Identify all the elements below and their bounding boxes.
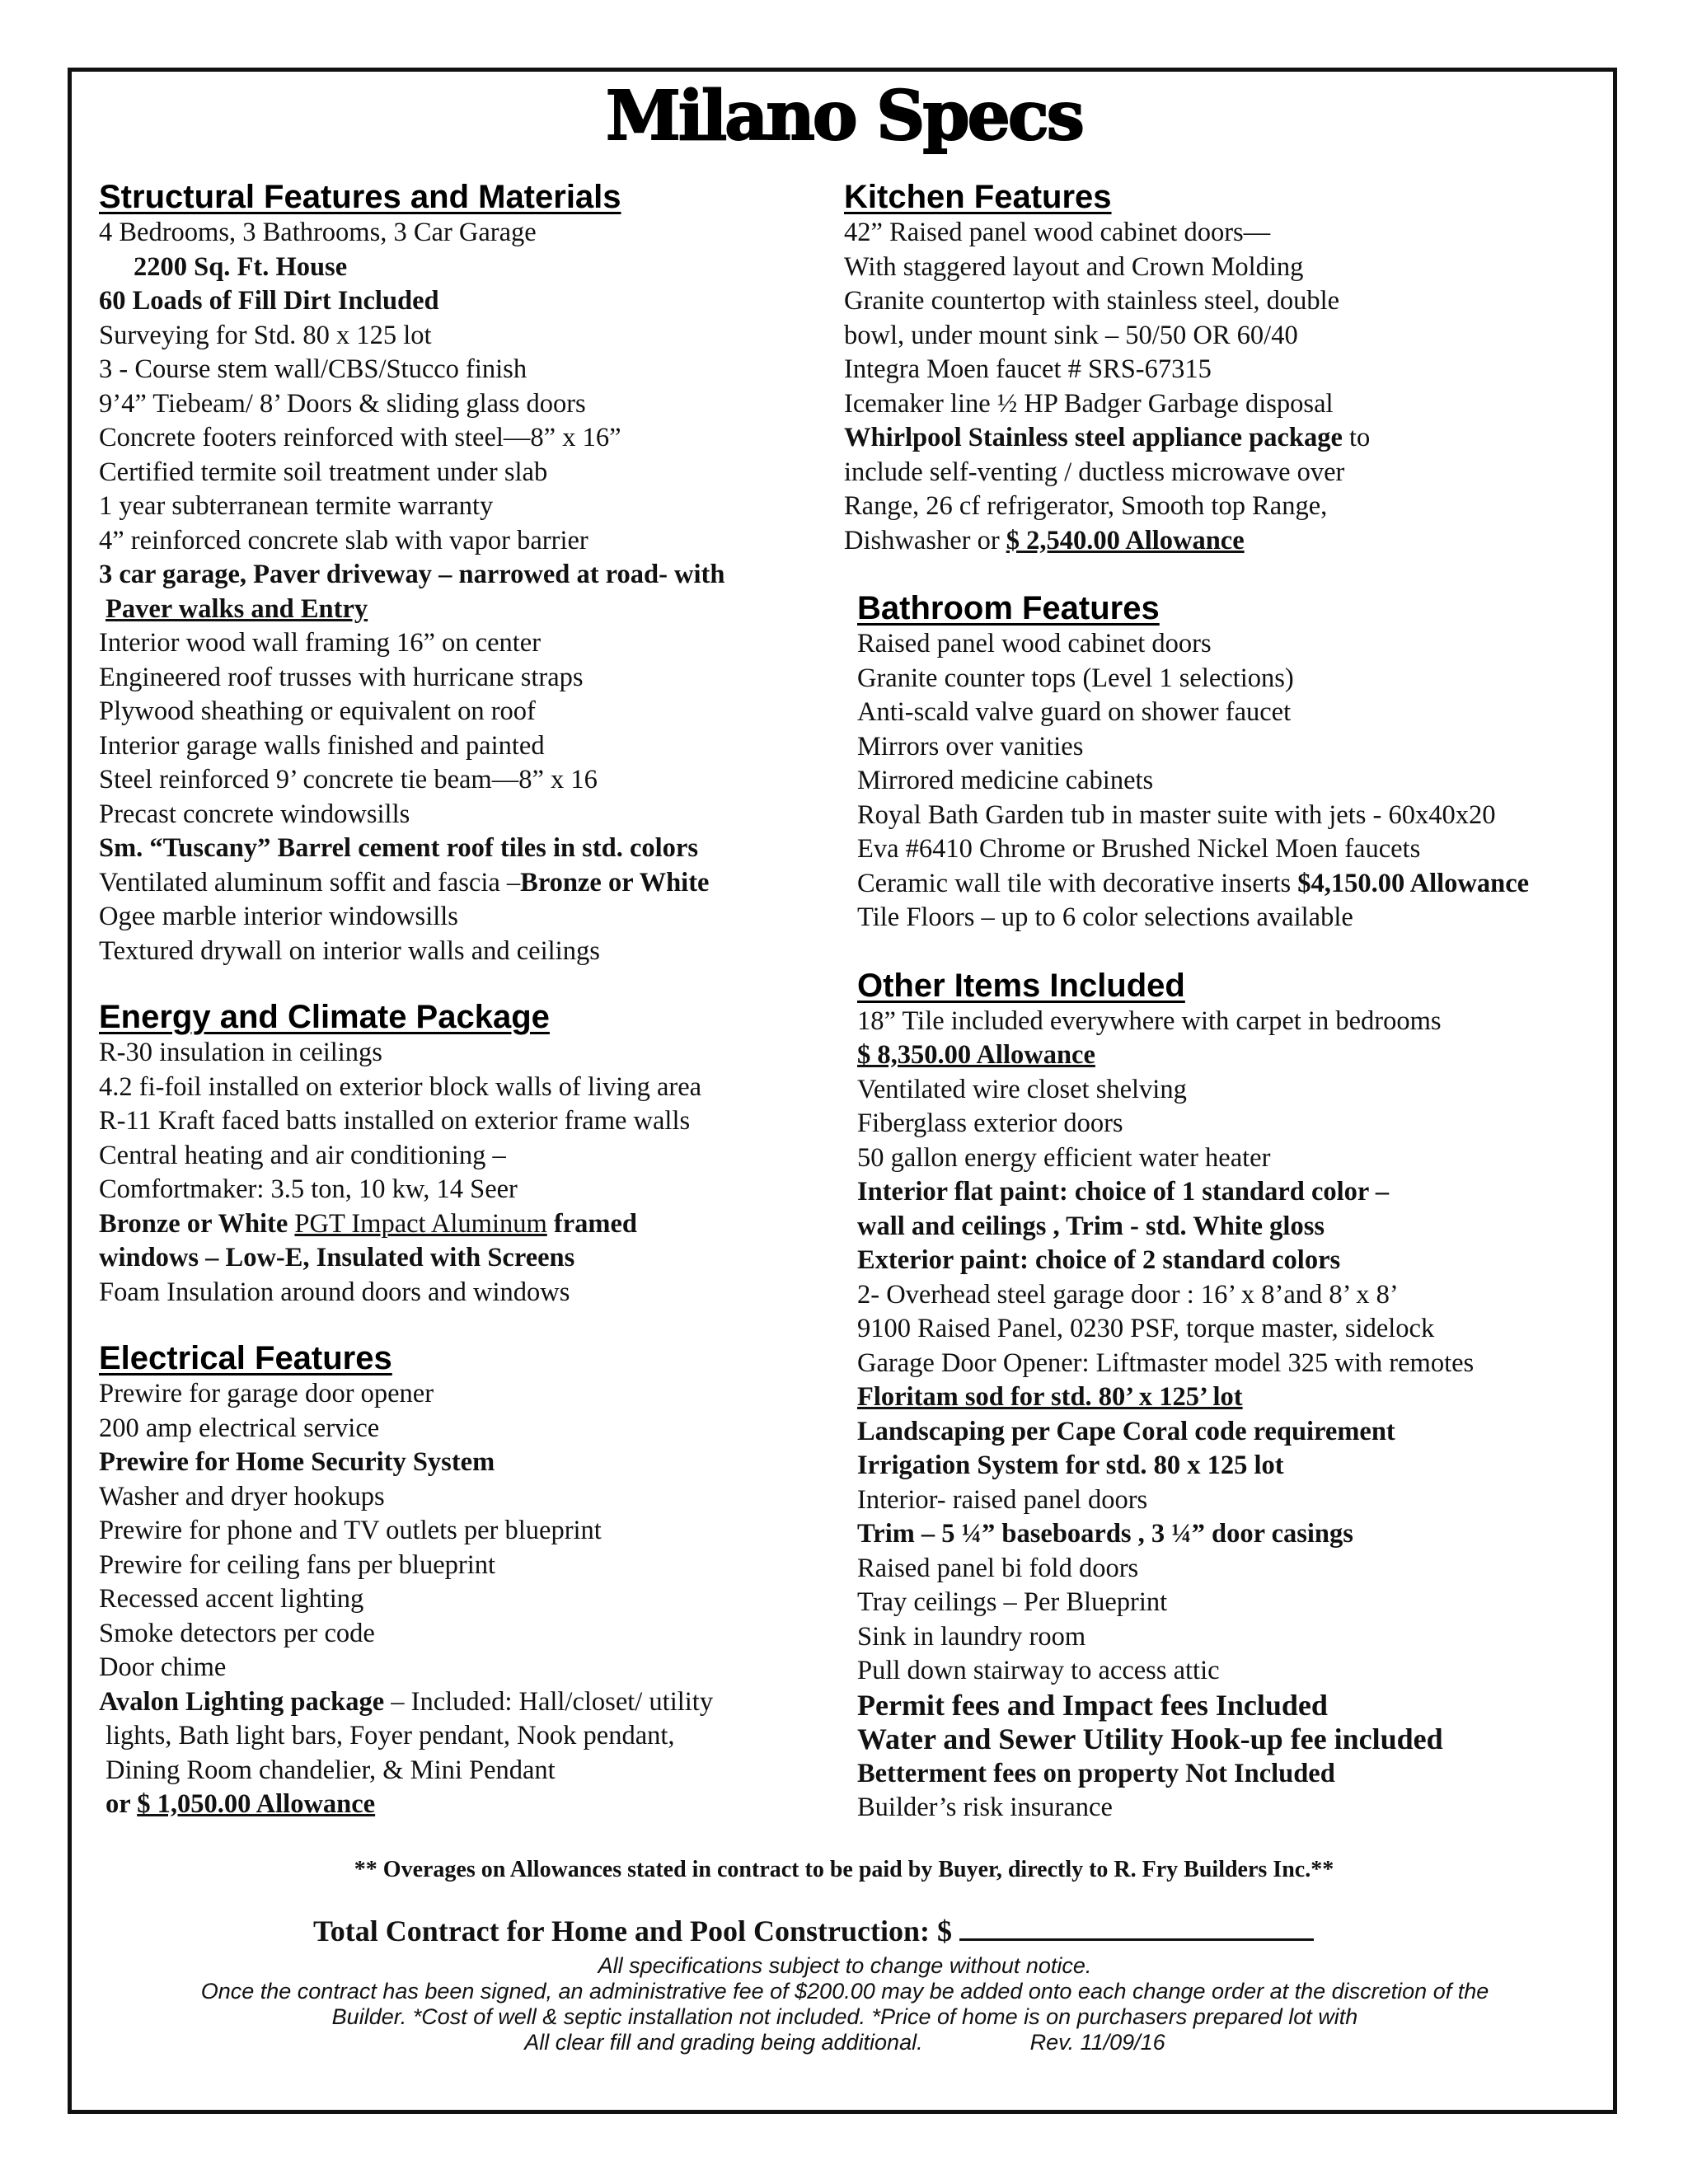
spec-line: Comfortmaker: 3.5 ton, 10 kw, 14 Seer xyxy=(99,1174,518,1204)
spec-line: 50 gallon energy efficient water heater xyxy=(857,1142,1271,1173)
spec-line: 18” Tile included everywhere with carpet in bedrooms xyxy=(857,1005,1442,1036)
spec-text-bold: Whirlpool Stainless steel appliance package xyxy=(844,423,1343,452)
spec-line: Ventilated wire closet shelving xyxy=(857,1074,1187,1104)
spec-line: Interior garage walls finished and painted xyxy=(99,730,545,761)
total-contract-line xyxy=(313,1914,1314,1948)
spec-line: Surveying for Std. 80 x 125 lot xyxy=(99,320,432,350)
spec-line: Sm. “Tuscany” Barrel cement roof tiles in std. colors xyxy=(99,833,698,863)
spec-line xyxy=(99,866,724,901)
spec-line: wall and ceilings , Trim - std. White gloss xyxy=(857,1211,1325,1241)
electrical-section xyxy=(99,1339,724,1822)
spec-line: Exterior paint: choice of 2 standard colors xyxy=(857,1245,1341,1275)
spec-line: Sink in laundry room xyxy=(857,1621,1086,1652)
other-items-heading: Other Items Included xyxy=(857,967,1185,1004)
spec-line: Interior- raised panel doors xyxy=(857,1484,1148,1515)
spec-line: bowl, under mount sink – 50/50 OR 60/40 xyxy=(844,320,1298,350)
spec-line: Royal Bath Garden tub in master suite with jets - 60x40x20 xyxy=(857,799,1496,830)
disclaimer-line: Builder. *Cost of well & septic installation not included. *Price of home is on purchasers prepared lot with xyxy=(331,2004,1358,2029)
spec-line: Eva #6410 Chrome or Brushed Nickel Moen faucets xyxy=(857,834,1421,864)
spec-text-underlined: PGT Impact Aluminum xyxy=(294,1208,547,1239)
spec-line: Precast concrete windowsills xyxy=(99,799,410,829)
spec-line: Water and Sewer Utility Hook-up fee included xyxy=(857,1722,1443,1755)
spec-line: Icemaker line ½ HP Badger Garbage disposal xyxy=(844,388,1334,419)
spec-line: Steel reinforced 9’ concrete tie beam—8” x 16 xyxy=(99,765,598,794)
overages-note: ** Overages on Allowances stated in contract to be paid by Buyer, directly to R. Fry Builders Inc.** xyxy=(354,1857,1334,1882)
spec-line: Raised panel wood cabinet doors xyxy=(857,629,1212,658)
revision-date: Rev. 11/09/16 xyxy=(1029,2030,1165,2055)
spec-line: 2- Overhead steel garage door : 16’ x 8’and 8’ x 8’ xyxy=(857,1279,1399,1310)
right-column xyxy=(844,178,1529,1825)
spec-line: Prewire for Home Security System xyxy=(99,1447,495,1477)
spec-line: Door chime xyxy=(99,1652,227,1682)
disclaimer xyxy=(99,1953,1591,2055)
spec-line: Certified termite soil treatment under slab xyxy=(99,457,548,487)
electrical-heading: Electrical Features xyxy=(99,1340,392,1376)
spec-line: Irrigation System for std. 80 x 125 lot xyxy=(857,1451,1284,1480)
spec-text-bold: Avalon Lighting package xyxy=(99,1686,385,1717)
spec-line: Tile Floors – up to 6 color selections available xyxy=(857,902,1353,932)
spec-line: R-30 insulation in ceilings xyxy=(99,1038,382,1067)
bathroom-heading: Bathroom Features xyxy=(857,590,1160,626)
spec-line xyxy=(99,1207,724,1242)
spec-line: 200 amp electrical service xyxy=(99,1413,380,1443)
spec-text: Ventilated aluminum soffit and fascia – xyxy=(99,867,521,898)
spec-text-bold: Bronze or White xyxy=(520,867,710,898)
spec-line: Prewire for garage door opener xyxy=(99,1379,434,1408)
spec-line: Builder’s risk insurance xyxy=(857,1793,1113,1822)
spec-line: Ogee marble interior windowsills xyxy=(99,902,458,931)
spec-text: framed xyxy=(546,1208,637,1239)
spec-line: Mirrored medicine cabinets xyxy=(857,766,1154,795)
energy-heading: Energy and Climate Package xyxy=(99,999,550,1035)
spec-line: Granite counter tops (Level 1 selections) xyxy=(857,663,1294,693)
spec-line: 1 year subterranean termite warranty xyxy=(99,491,494,521)
spec-line: Trim – 5 ¼” baseboards , 3 ¼” door casings xyxy=(857,1519,1353,1549)
spec-line: 42” Raised panel wood cabinet doors— xyxy=(844,218,1271,247)
spec-line: Range, 26 cf refrigerator, Smooth top Range, xyxy=(844,491,1328,521)
kitchen-section xyxy=(844,178,1529,558)
spec-line: Paver walks and Entry xyxy=(106,593,368,624)
spec-line: include self-venting / ductless microwave over xyxy=(844,457,1345,487)
spec-text: – Included: Hall/closet/ utility xyxy=(384,1686,714,1717)
spec-line: Prewire for phone and TV outlets per blueprint xyxy=(99,1516,602,1545)
spec-line: Anti-scald valve guard on shower faucet xyxy=(857,697,1292,727)
allowance-amount: $4,150.00 Allowance xyxy=(1297,868,1530,898)
spec-line: 4” reinforced concrete slab with vapor barrier xyxy=(99,525,588,555)
spec-line: Permit fees and Impact fees Included xyxy=(857,1688,1328,1722)
spec-line: R-11 Kraft faced batts installed on exterior frame walls xyxy=(99,1106,691,1136)
bathroom-section xyxy=(844,589,1529,935)
spec-line: Prewire for ceiling fans per blueprint xyxy=(99,1549,496,1580)
spec-line: Concrete footers reinforced with steel—8” x 16” xyxy=(99,423,621,452)
spec-line: Mirrors over vanities xyxy=(857,731,1084,762)
spec-line: Textured drywall on interior walls and ceilings xyxy=(99,935,600,966)
spec-line: Granite countertop with stainless steel, double xyxy=(844,286,1340,316)
allowance-amount: $ 1,050.00 Allowance xyxy=(137,1789,376,1819)
spec-line: 4 Bedrooms, 3 Bathrooms, 3 Car Garage xyxy=(99,218,537,247)
allowance-amount: $ 2,540.00 Allowance xyxy=(1006,525,1245,555)
page-title: Milano Specs xyxy=(606,77,1082,156)
spec-line: windows – Low-E, Insulated with Screens xyxy=(99,1243,575,1272)
spec-line: 3 - Course stem wall/CBS/Stucco finish xyxy=(99,354,528,384)
spec-line xyxy=(857,867,1529,902)
spec-line: Tray ceilings – Per Blueprint xyxy=(857,1587,1168,1617)
spec-line: Washer and dryer hookups xyxy=(99,1481,385,1511)
spec-text: to xyxy=(1342,423,1371,452)
spec-line: Recessed accent lighting xyxy=(99,1584,364,1614)
spec-line: lights, Bath light bars, Foyer pendant, Nook pendant, xyxy=(106,1721,675,1750)
spec-line: 4.2 fi-foil installed on exterior block walls of living area xyxy=(99,1071,702,1102)
structural-heading: Structural Features and Materials xyxy=(99,179,621,215)
spec-text: or xyxy=(106,1789,138,1819)
spec-line: Integra Moen faucet # SRS-67315 xyxy=(844,354,1212,384)
spec-line: 60 Loads of Fill Dirt Included xyxy=(99,286,439,316)
spec-line: 3 car garage, Paver driveway – narrowed at road- with xyxy=(99,560,725,589)
spec-line: Interior wood wall framing 16” on center xyxy=(99,628,542,658)
disclaimer-line: Once the contract has been signed, an administrative fee of $200.00 may be added onto each change order at the discretion of the xyxy=(200,1979,1489,2004)
allowance-amount: $ 8,350.00 Allowance xyxy=(857,1040,1095,1070)
disclaimer-text: All clear fill and grading being additional. xyxy=(524,2030,923,2055)
spec-line: Raised panel bi fold doors xyxy=(857,1553,1139,1583)
disclaimer-line: All specifications subject to change without notice. xyxy=(598,1953,1092,1978)
energy-section xyxy=(99,998,724,1310)
spec-text: Ceramic wall tile with decorative inserts xyxy=(857,868,1298,898)
spec-line: Pull down stairway to access attic xyxy=(857,1656,1220,1685)
spec-line: Smoke detectors per code xyxy=(99,1618,375,1648)
spec-text: Bronze or White xyxy=(99,1208,295,1239)
spec-line: With staggered layout and Crown Molding xyxy=(844,251,1304,282)
disclaimer-line xyxy=(99,2030,1591,2055)
spec-text: Dishwasher or xyxy=(844,525,1006,555)
spec-line: Fiberglass exterior doors xyxy=(857,1108,1123,1138)
spec-line: 9’4” Tiebeam/ 8’ Doors & sliding glass doors xyxy=(99,388,586,419)
spec-line xyxy=(99,1788,724,1822)
spec-line: Garage Door Opener: Liftmaster model 325 with remotes xyxy=(857,1347,1475,1378)
spec-line: Plywood sheathing or equivalent on roof xyxy=(99,696,536,726)
spec-line: Floritam sod for std. 80’ x 125’ lot xyxy=(857,1382,1243,1412)
spec-line: 2200 Sq. Ft. House xyxy=(134,251,348,282)
left-column xyxy=(99,178,724,1822)
spec-line: 9100 Raised Panel, 0230 PSF, torque master, sidelock xyxy=(857,1314,1435,1343)
total-contract-blank[interactable] xyxy=(959,1914,1314,1941)
spec-line: Foam Insulation around doors and windows xyxy=(99,1277,570,1307)
spec-line xyxy=(844,524,1529,559)
spec-line xyxy=(844,421,1529,456)
kitchen-heading: Kitchen Features xyxy=(844,179,1112,215)
spec-line: Central heating and air conditioning – xyxy=(99,1140,506,1170)
structural-section xyxy=(99,178,724,968)
spec-line: Interior flat paint: choice of 1 standard color – xyxy=(857,1177,1390,1207)
spec-line: Dining Room chandelier, & Mini Pendant xyxy=(106,1755,556,1785)
spec-line: Landscaping per Cape Coral code requirement xyxy=(857,1416,1395,1446)
spec-line: Engineered roof trusses with hurricane straps xyxy=(99,662,584,692)
spec-line xyxy=(99,1685,724,1720)
other-items-section xyxy=(844,967,1529,1825)
total-contract-label: Total Contract for Home and Pool Construction: $ xyxy=(313,1915,952,1947)
spec-line: Betterment fees on property Not Included xyxy=(857,1758,1335,1788)
